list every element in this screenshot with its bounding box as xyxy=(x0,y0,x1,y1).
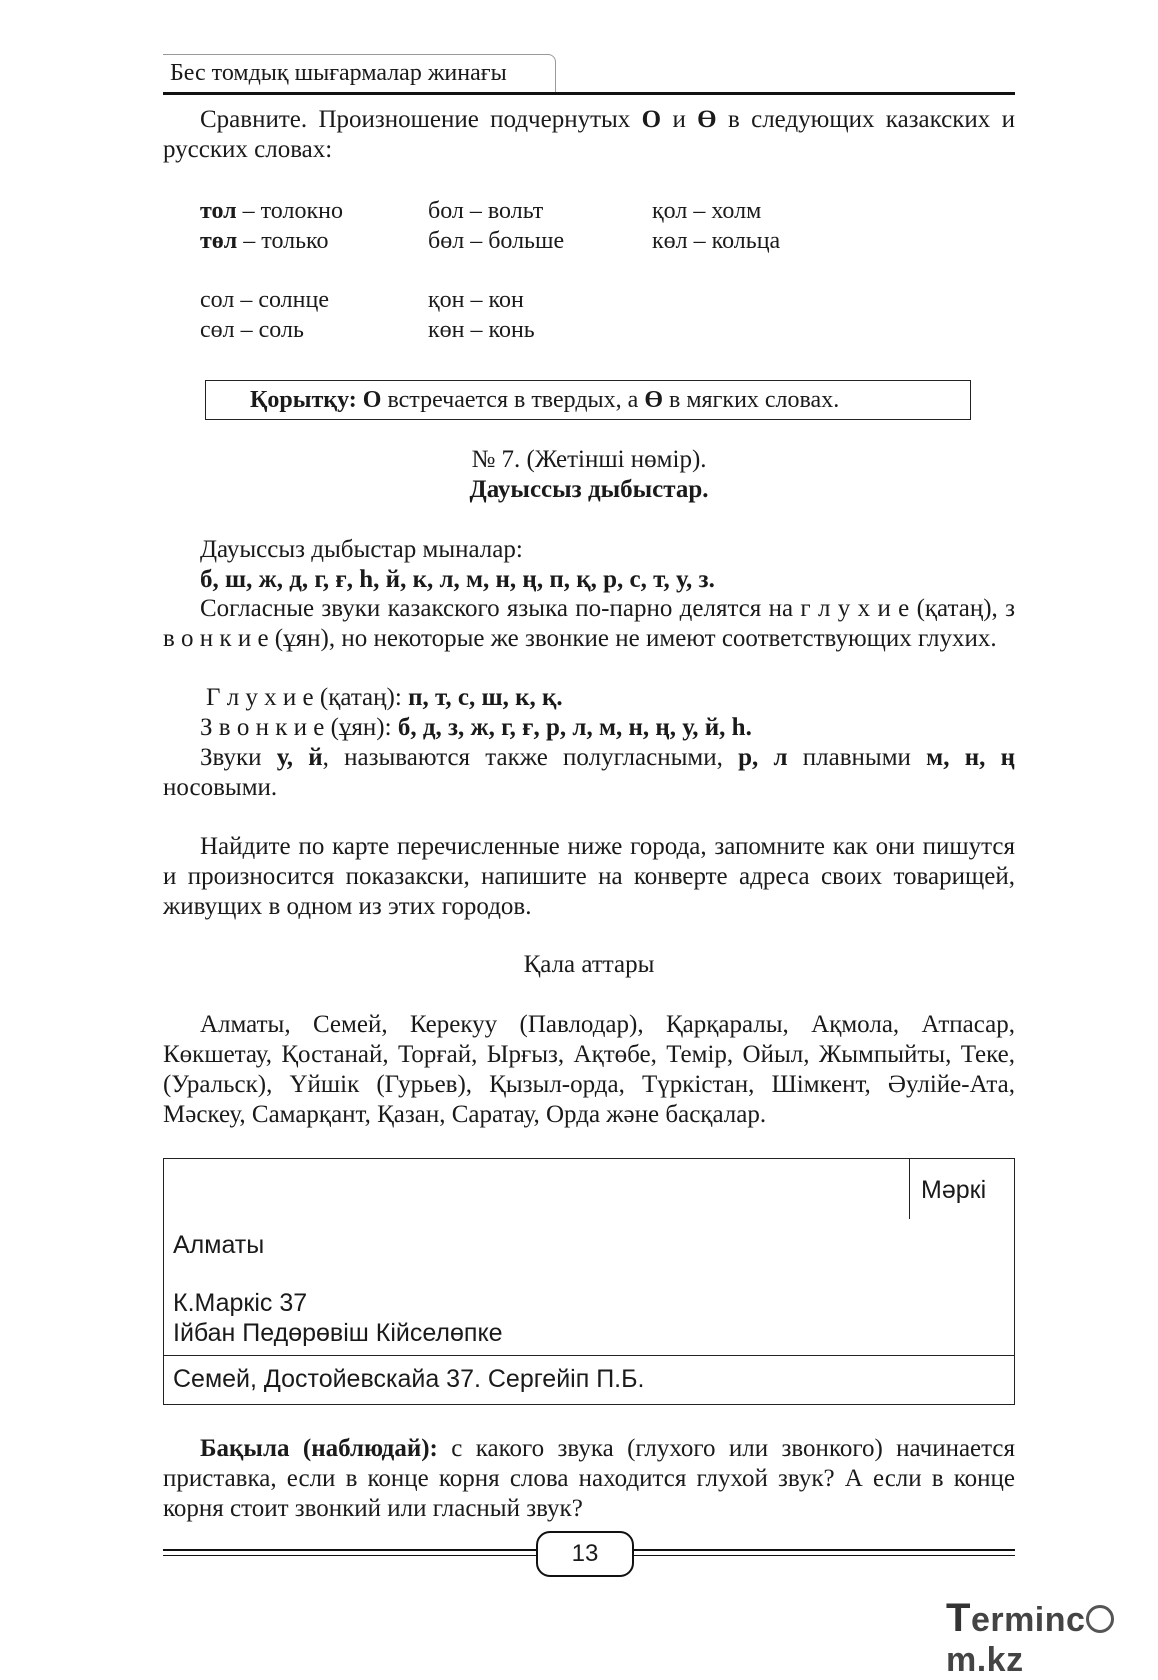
stamp-divider xyxy=(909,1159,910,1219)
envelope xyxy=(163,1158,1015,1405)
conclusion-box xyxy=(205,380,971,420)
footer-rule-right-thin xyxy=(632,1555,1015,1556)
section-title: Дауыссыз дыбыстар. xyxy=(469,476,709,503)
observe-paragraph: Бақыла (наблюдай): с какого звука (глухого или звонкого) начинается приставка, если в конце корня слова находится глухой звук? А если в конце корня стоит звонкий или гласный звук? xyxy=(163,1435,1015,1522)
sounds-paragraph: Звуки у, й, называются также полугласными, р, л плавными м, н, ң носовыми. xyxy=(163,744,1016,801)
footer-rule-right xyxy=(632,1549,1015,1551)
word-pair: сол – солнце xyxy=(200,287,329,313)
word-pair: көн – конь xyxy=(428,317,535,343)
footer-rule-left xyxy=(163,1549,538,1551)
footer-rule-left-thin xyxy=(163,1555,538,1556)
cities-title: Қала аттары xyxy=(523,951,655,978)
consonants-intro: Дауыссыз дыбыстар мыналар: xyxy=(200,536,523,563)
sender-address: Семей, Достойевскайа 37. Сергейіп П.Б. xyxy=(173,1365,645,1393)
word-pair: төл – только xyxy=(200,228,329,254)
voiced-line: З в о н к и е (ұян): б, д, з, ж, г, ғ, р, л, м, н, ң, у, й, һ. xyxy=(200,714,752,741)
intro-paragraph: Сравните. Произношение подчернутых О и Ө в следующих казакских и русских словах: xyxy=(163,106,1015,163)
watermark-o-icon xyxy=(1086,1605,1114,1633)
cities-paragraph: Алматы, Семей, Керекуу (Павлодар), Қарқаралы, Ақмола, Атпасар, Көкшетау, Қостанай, Торғай, Ырғыз, Ақтөбе, Темір, Ойыл, Жымпыйты, Теке, (Уральск), Үйшік (Гурьев), Қызыл-орда, Түркістан, Шімкент, Әулійе-Ата, Мәскеу, Самарқант, Қазан, Саратау, Орда және басқалар. xyxy=(163,1011,1015,1128)
recipient-street: К.Маркіс 37 xyxy=(173,1289,308,1317)
termincom-watermark: Termincm.kz xyxy=(946,1596,1158,1680)
word-pair: бол – вольт xyxy=(428,198,544,224)
task-paragraph: Найдите по карте перечисленные ниже города, запомните как они пишутся и произносится показакски, напишите на конверте адреса своих товарищей, живущих в одном из этих городов. xyxy=(163,833,1015,920)
word-pair: қон – кон xyxy=(428,287,524,313)
word-pair: тол – толокно xyxy=(200,198,343,224)
recipient-city: Алматы xyxy=(173,1231,265,1259)
conclusion-text: Қорытқу: О встречается в твердых, а Ө в мягких словах. xyxy=(250,386,840,413)
envelope-divider xyxy=(164,1355,1014,1356)
word-pair: қол – холм xyxy=(652,198,762,224)
word-pair: бөл – больше xyxy=(428,228,565,254)
voiceless-line: Г л у х и е (қатаң): п, т, с, ш, к, қ. xyxy=(206,684,563,711)
section-number: № 7. (Жетінші нөмір). xyxy=(471,446,707,473)
header-rule xyxy=(163,92,1015,95)
word-pair: көл – кольца xyxy=(652,228,781,254)
consonants-list: б, ш, ж, д, г, ғ, һ, й, к, л, м, н, ң, п, қ, р, с, т, у, з. xyxy=(200,566,715,593)
consonants-paragraph: Согласные звуки казакского языка по-парно делятся на г л у х и е (қатаң), з в о н к и е (ұян), но некоторые же звонкие не имеют соответствующих глухих. xyxy=(163,595,1015,652)
stamp-label: Мәркі xyxy=(921,1176,987,1204)
page-number: 13 xyxy=(536,1531,634,1577)
running-header: Бес томдық шығармалар жинағы xyxy=(170,60,507,86)
recipient-name: Ійбан Педөрөвіш Кійселөпке xyxy=(173,1319,503,1347)
word-pair: сөл – соль xyxy=(200,317,304,343)
